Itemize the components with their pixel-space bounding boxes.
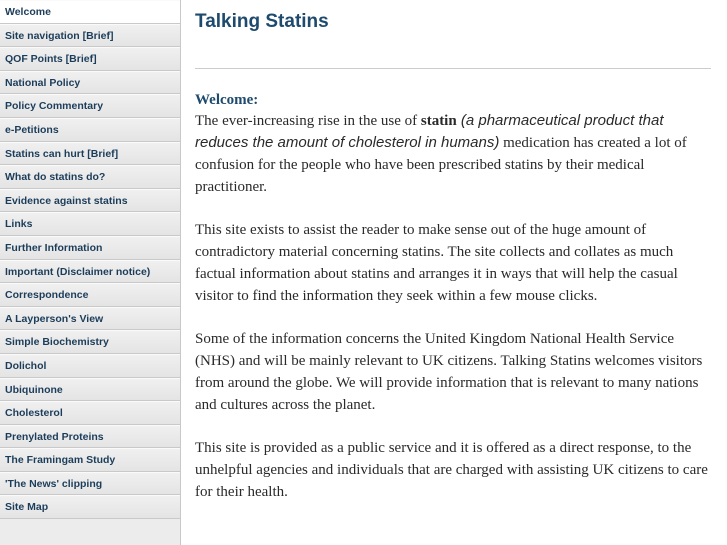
sidebar-item-news-clipping[interactable]: 'The News' clipping	[0, 472, 180, 496]
sidebar-item-e-petitions[interactable]: e-Petitions	[0, 118, 180, 142]
page-title: Talking Statins	[195, 11, 329, 32]
sidebar-item-site-map[interactable]: Site Map	[0, 495, 180, 519]
sidebar-item-prenylated-proteins[interactable]: Prenylated Proteins	[0, 425, 180, 449]
sidebar-item-further-information[interactable]: Further Information	[0, 236, 180, 260]
public-service-paragraph: This site is provided as a public service and it is offered as a direct response, to the unhelpful agencies and individuals that are charged with assisting UK citizens to care for their health.	[195, 440, 708, 500]
sidebar-item-statins-can-hurt[interactable]: Statins can hurt [Brief]	[0, 142, 180, 166]
sidebar-nav	[0, 0, 181, 545]
sidebar-item-national-policy[interactable]: National Policy	[0, 71, 180, 95]
sidebar-item-dolichol[interactable]: Dolichol	[0, 354, 180, 378]
sidebar-item-evidence-against-statins[interactable]: Evidence against statins	[0, 189, 180, 213]
sidebar-item-ubiquinone[interactable]: Ubiquinone	[0, 378, 180, 402]
sidebar-item-disclaimer[interactable]: Important (Disclaimer notice)	[0, 260, 180, 284]
statin-definition: (a pharmaceutical product that reduces the amount of cholesterol in humans)	[195, 112, 664, 151]
sidebar-item-qof-points[interactable]: QOF Points [Brief]	[0, 47, 180, 71]
welcome-heading: Welcome:	[195, 92, 259, 108]
title-divider	[195, 68, 711, 69]
nhs-paragraph: Some of the information concerns the United Kingdom National Health Service (NHS) and will be mainly relevant to UK citizens. Talking Statins welcomes visitors from around the globe. We will provide information that is relevant to many nations and cultures across the planet.	[195, 331, 703, 413]
sidebar-item-policy-commentary[interactable]: Policy Commentary	[0, 94, 180, 118]
intro-text-end: medication has created a lot of confusion for the people who have been prescribed statins by their medical practitioner.	[195, 135, 687, 195]
article-body	[195, 110, 711, 503]
sidebar-item-links[interactable]: Links	[0, 212, 180, 236]
intro-text-start: The ever-increasing rise in the use of	[195, 113, 421, 129]
sidebar-item-site-navigation[interactable]: Site navigation [Brief]	[0, 24, 180, 48]
sidebar-item-cholesterol[interactable]: Cholesterol	[0, 401, 180, 425]
sidebar-item-what-do-statins-do[interactable]: What do statins do?	[0, 165, 180, 189]
sidebar-item-laypersons-view[interactable]: A Layperson's View	[0, 307, 180, 331]
sidebar-item-welcome[interactable]: Welcome	[0, 0, 180, 24]
sidebar-item-simple-biochemistry[interactable]: Simple Biochemistry	[0, 330, 180, 354]
intro-paragraph	[195, 110, 711, 198]
purpose-paragraph: This site exists to assist the reader to make sense out of the huge amount of contradictory material concerning statins. The site collects and collates as much factual information about statins and arranges it in ways that will help the casual visitor to find the information they seek within a few mouse clicks.	[195, 222, 678, 304]
main-content	[195, 0, 711, 524]
sidebar-item-framingam-study[interactable]: The Framingam Study	[0, 448, 180, 472]
statin-term: statin	[420, 113, 457, 129]
sidebar-item-correspondence[interactable]: Correspondence	[0, 283, 180, 307]
